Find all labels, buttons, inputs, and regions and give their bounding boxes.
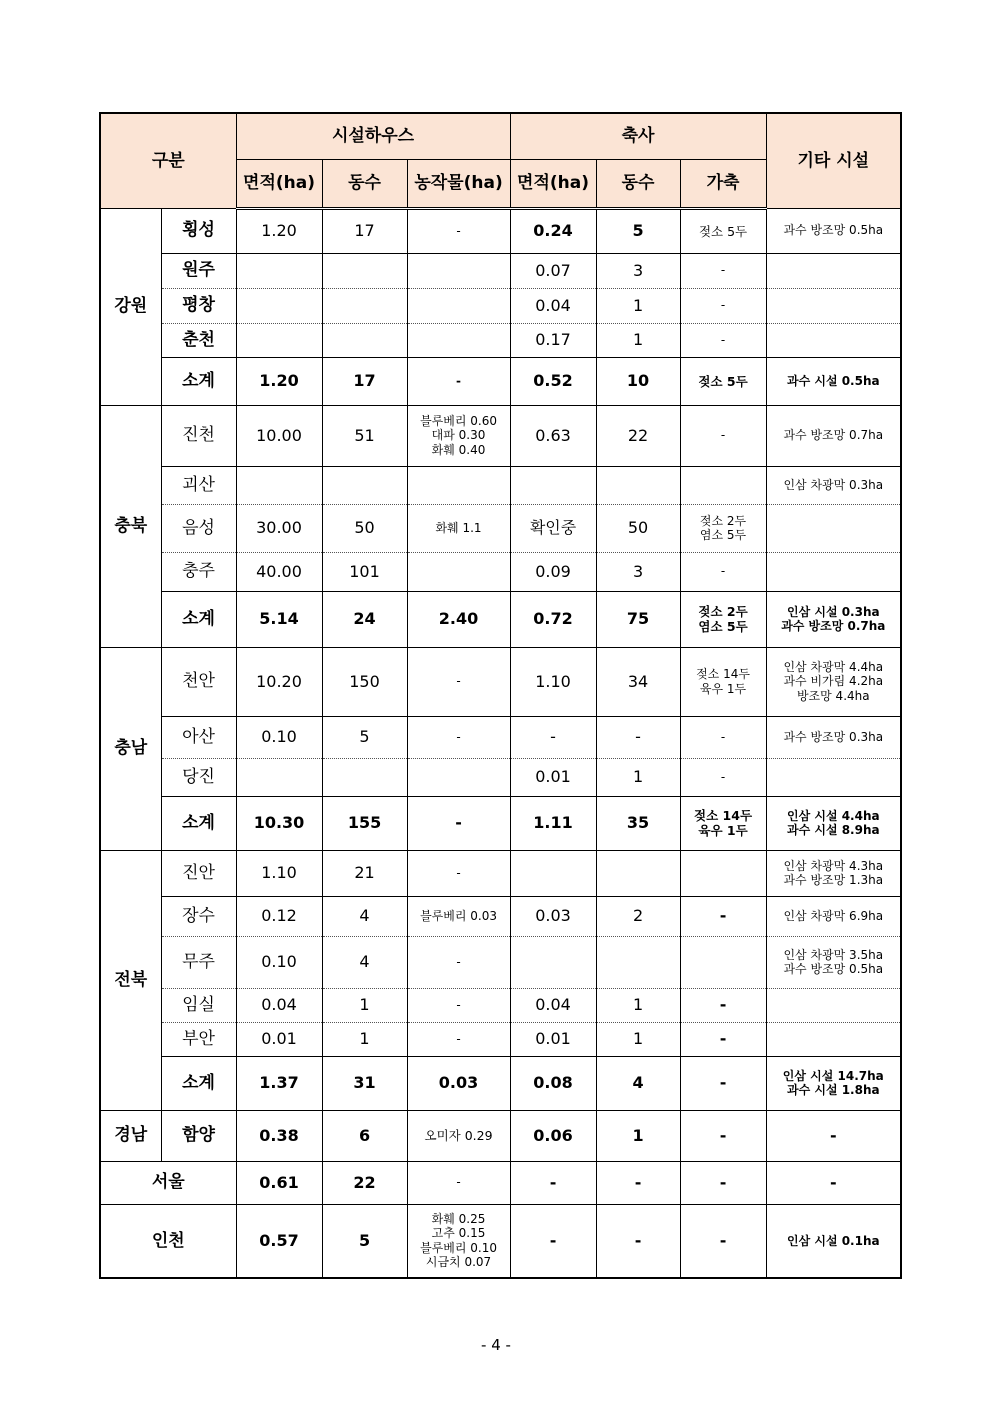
city-cell: 당진 [161, 758, 236, 796]
crops-cell: - [407, 647, 510, 716]
table-row [100, 896, 901, 936]
other-cell: 과수 방조망 0.3ha [766, 716, 901, 758]
count-cell: 1 [322, 1022, 407, 1056]
livestock-area-cell: 0.63 [510, 405, 596, 466]
area-cell: 0.10 [236, 936, 322, 988]
table-row [100, 850, 901, 896]
city-cell: 아산 [161, 716, 236, 758]
count-cell: 6 [322, 1110, 407, 1161]
city-cell: 횡성 [161, 208, 236, 253]
other-cell [766, 288, 901, 323]
count-cell [322, 253, 407, 288]
area-cell: 0.01 [236, 1022, 322, 1056]
area-cell: 5.14 [236, 591, 322, 647]
animals-cell: - [680, 1161, 766, 1204]
city-cell: 진안 [161, 850, 236, 896]
livestock-area-cell [510, 466, 596, 504]
animals-cell: 젖소 14두 육우 1두 [680, 647, 766, 716]
animals-cell: 젖소 5두 [680, 208, 766, 253]
header-other-facility: 기타 시설 [766, 113, 901, 208]
table-row [100, 758, 901, 796]
area-cell: 0.61 [236, 1161, 322, 1204]
crops-cell: 블루베리 0.03 [407, 896, 510, 936]
livestock-count-cell: - [596, 716, 680, 758]
crops-cell [407, 552, 510, 591]
other-cell: 인삼 시설 0.3ha 과수 방조망 0.7ha [766, 591, 901, 647]
crops-cell: 오미자 0.29 [407, 1110, 510, 1161]
count-cell: 17 [322, 208, 407, 253]
animals-cell: - [680, 758, 766, 796]
crops-cell: - [407, 208, 510, 253]
other-cell: 인삼 차광막 4.4ha 과수 비가림 4.2ha 방조망 4.4ha [766, 647, 901, 716]
livestock-area-cell: 0.08 [510, 1056, 596, 1110]
livestock-count-cell: 1 [596, 288, 680, 323]
other-cell [766, 504, 901, 552]
livestock-area-cell: - [510, 1204, 596, 1278]
other-cell: 인삼 시설 14.7ha 과수 시설 1.8ha [766, 1056, 901, 1110]
other-cell: - [766, 1110, 901, 1161]
table-row [100, 988, 901, 1022]
livestock-count-cell: 1 [596, 758, 680, 796]
city-cell: 춘천 [161, 323, 236, 357]
livestock-count-cell: 22 [596, 405, 680, 466]
city-cell: 진천 [161, 405, 236, 466]
livestock-count-cell: 1 [596, 988, 680, 1022]
livestock-count-cell [596, 466, 680, 504]
livestock-area-cell: 1.10 [510, 647, 596, 716]
count-cell: 1 [322, 988, 407, 1022]
area-cell: 0.12 [236, 896, 322, 936]
animals-cell: - [680, 288, 766, 323]
city-cell: 함양 [161, 1110, 236, 1161]
animals-cell: 젖소 5두 [680, 357, 766, 405]
livestock-count-cell: 10 [596, 357, 680, 405]
table-row [100, 936, 901, 988]
livestock-count-cell: 34 [596, 647, 680, 716]
city-cell: 부안 [161, 1022, 236, 1056]
livestock-area-cell: 0.17 [510, 323, 596, 357]
other-cell: 과수 시설 0.5ha [766, 357, 901, 405]
region-jeonbuk: 전북 [100, 850, 161, 1110]
subtotal-label: 소계 [161, 591, 236, 647]
area-cell: 0.38 [236, 1110, 322, 1161]
header-facility-house: 시설하우스 [236, 113, 510, 159]
animals-cell: - [680, 896, 766, 936]
area-cell [236, 466, 322, 504]
count-cell [322, 758, 407, 796]
header-crops: 농작물(ha) [407, 159, 510, 208]
table-row [100, 1204, 901, 1278]
livestock-area-cell: 0.07 [510, 253, 596, 288]
other-cell: 인삼 차광막 6.9ha [766, 896, 901, 936]
livestock-area-cell: 0.01 [510, 1022, 596, 1056]
crops-cell: 화훼 0.25 고추 0.15 블루베리 0.10 시금치 0.07 [407, 1204, 510, 1278]
count-cell: 5 [322, 1204, 407, 1278]
table-row [100, 253, 901, 288]
area-cell [236, 288, 322, 323]
area-cell: 0.10 [236, 716, 322, 758]
livestock-area-cell: 확인중 [510, 504, 596, 552]
livestock-area-cell: 0.04 [510, 288, 596, 323]
table-row [100, 466, 901, 504]
count-cell: 31 [322, 1056, 407, 1110]
other-cell: 과수 방조망 0.5ha [766, 208, 901, 253]
header-livestock: 축사 [510, 113, 766, 159]
crops-cell: - [407, 796, 510, 850]
livestock-area-cell: 0.06 [510, 1110, 596, 1161]
header-livestock-area: 면적(ha) [510, 159, 596, 208]
crops-cell: 블루베리 0.60 대파 0.30 화훼 0.40 [407, 405, 510, 466]
header-animals: 가축 [680, 159, 766, 208]
other-cell: 인삼 차광막 3.5ha 과수 방조망 0.5ha [766, 936, 901, 988]
region-gangwon: 강원 [100, 208, 161, 405]
livestock-area-cell: 0.01 [510, 758, 596, 796]
livestock-count-cell: 1 [596, 1022, 680, 1056]
animals-cell: - [680, 253, 766, 288]
count-cell: 51 [322, 405, 407, 466]
subtotal-label: 소계 [161, 1056, 236, 1110]
animals-cell: 젖소 14두 육우 1두 [680, 796, 766, 850]
livestock-count-cell: 4 [596, 1056, 680, 1110]
animals-cell [680, 936, 766, 988]
count-cell: 17 [322, 357, 407, 405]
region-gyeongnam: 경남 [100, 1110, 161, 1161]
subtotal-row [100, 357, 901, 405]
header-count: 동수 [322, 159, 407, 208]
table-row [100, 716, 901, 758]
crops-cell: - [407, 716, 510, 758]
area-cell: 0.57 [236, 1204, 322, 1278]
header-livestock-count: 동수 [596, 159, 680, 208]
table-row [100, 323, 901, 357]
table-row [100, 1110, 901, 1161]
other-cell: 인삼 시설 0.1ha [766, 1204, 901, 1278]
other-cell [766, 253, 901, 288]
count-cell [322, 323, 407, 357]
area-cell: 10.00 [236, 405, 322, 466]
livestock-count-cell [596, 850, 680, 896]
count-cell: 155 [322, 796, 407, 850]
table-row [100, 552, 901, 591]
subtotal-row [100, 1056, 901, 1110]
animals-cell: - [680, 716, 766, 758]
subtotal-label: 소계 [161, 796, 236, 850]
animals-cell: - [680, 405, 766, 466]
area-cell [236, 253, 322, 288]
region-incheon: 인천 [100, 1204, 236, 1278]
animals-cell: 젖소 2두 염소 5두 [680, 504, 766, 552]
subtotal-row [100, 796, 901, 850]
livestock-area-cell: - [510, 716, 596, 758]
crops-cell [407, 253, 510, 288]
crops-cell: - [407, 357, 510, 405]
count-cell [322, 466, 407, 504]
count-cell: 22 [322, 1161, 407, 1204]
table-row [100, 208, 901, 253]
crops-cell: - [407, 850, 510, 896]
area-cell [236, 758, 322, 796]
animals-cell: 젖소 2두 염소 5두 [680, 591, 766, 647]
livestock-area-cell: - [510, 1161, 596, 1204]
animals-cell: - [680, 1022, 766, 1056]
count-cell: 101 [322, 552, 407, 591]
livestock-count-cell: 1 [596, 323, 680, 357]
count-cell: 4 [322, 896, 407, 936]
crops-cell: 화훼 1.1 [407, 504, 510, 552]
livestock-count-cell: 3 [596, 552, 680, 591]
livestock-count-cell: 75 [596, 591, 680, 647]
crops-cell: 2.40 [407, 591, 510, 647]
area-cell: 30.00 [236, 504, 322, 552]
count-cell: 4 [322, 936, 407, 988]
city-cell: 임실 [161, 988, 236, 1022]
other-cell: 과수 방조망 0.7ha [766, 405, 901, 466]
crops-cell [407, 758, 510, 796]
livestock-count-cell: - [596, 1204, 680, 1278]
area-cell: 10.30 [236, 796, 322, 850]
animals-cell: - [680, 323, 766, 357]
crops-cell [407, 466, 510, 504]
crops-cell: 0.03 [407, 1056, 510, 1110]
city-cell: 음성 [161, 504, 236, 552]
city-cell: 원주 [161, 253, 236, 288]
crops-cell: - [407, 1161, 510, 1204]
region-chungbuk: 충북 [100, 405, 161, 647]
city-cell: 장수 [161, 896, 236, 936]
city-cell: 천안 [161, 647, 236, 716]
livestock-area-cell: 0.09 [510, 552, 596, 591]
count-cell: 24 [322, 591, 407, 647]
region-seoul: 서울 [100, 1161, 236, 1204]
other-cell [766, 758, 901, 796]
city-cell: 평창 [161, 288, 236, 323]
area-cell [236, 323, 322, 357]
header-gubun: 구분 [100, 113, 236, 208]
area-cell: 40.00 [236, 552, 322, 591]
livestock-area-cell: 0.24 [510, 208, 596, 253]
livestock-area-cell: 0.03 [510, 896, 596, 936]
count-cell: 5 [322, 716, 407, 758]
livestock-count-cell: 2 [596, 896, 680, 936]
animals-cell: - [680, 988, 766, 1022]
livestock-area-cell: 1.11 [510, 796, 596, 850]
livestock-count-cell: 50 [596, 504, 680, 552]
crops-cell [407, 288, 510, 323]
table-row [100, 1022, 901, 1056]
livestock-count-cell: 1 [596, 1110, 680, 1161]
livestock-area-cell [510, 850, 596, 896]
other-cell [766, 1022, 901, 1056]
area-cell: 1.37 [236, 1056, 322, 1110]
subtotal-row [100, 591, 901, 647]
table-row [100, 405, 901, 466]
livestock-area-cell: 0.72 [510, 591, 596, 647]
city-cell: 충주 [161, 552, 236, 591]
livestock-count-cell: 3 [596, 253, 680, 288]
area-cell: 1.20 [236, 208, 322, 253]
other-cell [766, 323, 901, 357]
area-cell: 10.20 [236, 647, 322, 716]
city-cell: 괴산 [161, 466, 236, 504]
count-cell: 150 [322, 647, 407, 716]
livestock-count-cell: 35 [596, 796, 680, 850]
area-cell: 1.10 [236, 850, 322, 896]
crops-cell: - [407, 936, 510, 988]
table-row [100, 1161, 901, 1204]
livestock-area-cell: 0.04 [510, 988, 596, 1022]
crops-cell [407, 323, 510, 357]
animals-cell: - [680, 1110, 766, 1161]
subtotal-label: 소계 [161, 357, 236, 405]
livestock-area-cell: 0.52 [510, 357, 596, 405]
animals-cell [680, 466, 766, 504]
livestock-count-cell: - [596, 1161, 680, 1204]
animals-cell [680, 850, 766, 896]
area-cell: 1.20 [236, 357, 322, 405]
city-cell: 무주 [161, 936, 236, 988]
animals-cell: - [680, 1204, 766, 1278]
table-row [100, 288, 901, 323]
count-cell [322, 288, 407, 323]
damage-table [99, 112, 902, 1279]
animals-cell: - [680, 552, 766, 591]
area-cell: 0.04 [236, 988, 322, 1022]
other-cell: 인삼 시설 4.4ha 과수 시설 8.9ha [766, 796, 901, 850]
livestock-count-cell [596, 936, 680, 988]
crops-cell: - [407, 1022, 510, 1056]
livestock-count-cell: 5 [596, 208, 680, 253]
count-cell: 50 [322, 504, 407, 552]
page-number: - 4 - [481, 1336, 511, 1354]
header-area: 면적(ha) [236, 159, 322, 208]
livestock-area-cell [510, 936, 596, 988]
table-row [100, 504, 901, 552]
table-row [100, 647, 901, 716]
other-cell [766, 988, 901, 1022]
other-cell: 인삼 차광막 4.3ha 과수 방조망 1.3ha [766, 850, 901, 896]
other-cell: 인삼 차광막 0.3ha [766, 466, 901, 504]
other-cell: - [766, 1161, 901, 1204]
other-cell [766, 552, 901, 591]
count-cell: 21 [322, 850, 407, 896]
crops-cell: - [407, 988, 510, 1022]
animals-cell: - [680, 1056, 766, 1110]
region-chungnam: 충남 [100, 647, 161, 850]
